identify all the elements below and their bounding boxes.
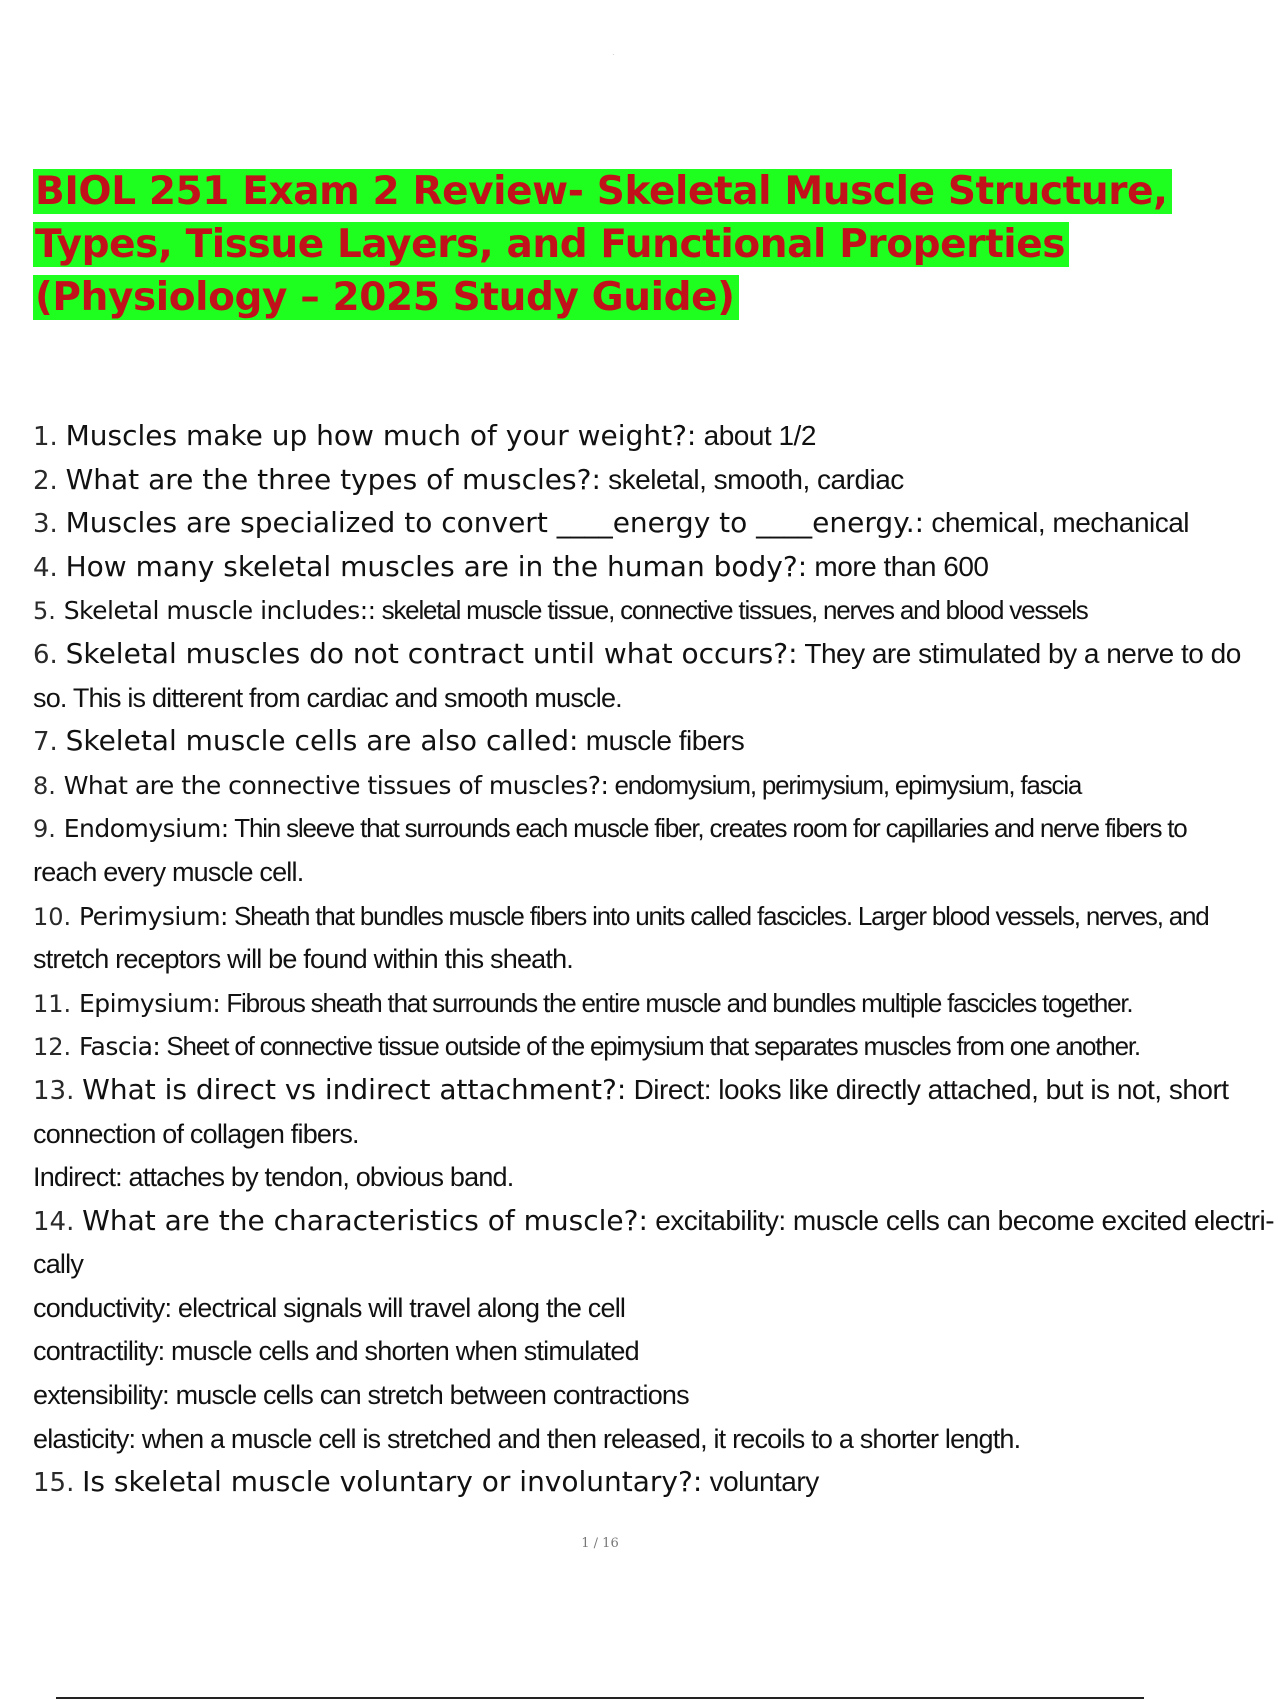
question-line <box>33 632 1241 676</box>
answer-continuation-text: cally <box>33 1249 84 1280</box>
bottom-rule <box>56 1697 1144 1699</box>
question-line <box>33 981 1193 1025</box>
question-line <box>33 501 1193 545</box>
continuation-line <box>33 1286 1193 1330</box>
continuation-line <box>33 937 1193 981</box>
answer-text: skeletal, smooth, cardiac <box>600 463 904 495</box>
question-text: What are the connective tissues of muscles?: <box>63 770 609 800</box>
continuation-line <box>33 676 1193 720</box>
continuation-line <box>33 1155 1193 1199</box>
question-text: Skeletal muscles do not contract until what occurs?: <box>65 636 798 670</box>
question-line <box>33 1024 1193 1068</box>
question-number: 6. <box>33 639 58 670</box>
question-text: Perimysium: <box>78 901 228 931</box>
question-text: Epimysium: <box>78 988 221 1018</box>
continuation-line <box>33 1373 1193 1417</box>
question-number: 12. <box>33 1033 72 1062</box>
page-number: 1 / 16 <box>581 1536 619 1551</box>
answer-text: excitability: muscle cells can become excited electri- <box>647 1204 1274 1236</box>
question-line <box>33 1068 1229 1112</box>
question-text: Is skeletal muscle voluntary or involuntary?: <box>82 1465 703 1499</box>
question-text: Muscles make up how much of your weight?: <box>65 419 697 452</box>
continuation-line <box>33 850 1193 894</box>
document-title <box>33 165 1213 324</box>
question-number: 3. <box>33 509 58 540</box>
answer-text: skeletal muscle tissue, connective tissues, nerves and blood vessels <box>375 595 1088 626</box>
question-number: 14. <box>33 1206 75 1237</box>
question-answer-list <box>33 414 1274 1504</box>
answer-text: voluntary <box>702 1466 819 1498</box>
answer-text: Direct: looks like directly attached, but is not, short <box>626 1073 1229 1105</box>
answer-text: endomysium, perimysium, epimysium, fascia <box>608 769 1082 800</box>
answer-text: chemical, mechanical <box>924 507 1190 539</box>
question-line <box>33 588 1193 632</box>
answer-text: about 1/2 <box>696 420 816 451</box>
answer-text: Thin sleeve that surrounds each muscle fiber, creates room for capillaries and nerve fibers to <box>228 813 1187 844</box>
question-text: What are the characteristics of muscle?: <box>82 1203 648 1237</box>
question-number: 2. <box>33 465 58 496</box>
question-text: Muscles are specialized to convert ____energy to ____energy.: <box>65 506 925 540</box>
answer-continuation-text: connection of collagen fibers. <box>33 1118 359 1149</box>
question-number: 13. <box>33 1075 75 1106</box>
question-text: How many skeletal muscles are in the human body?: <box>65 549 808 583</box>
question-number: 10. <box>33 902 72 931</box>
question-number: 5. <box>33 597 56 626</box>
answer-text: Sheet of connective tissue outside of the epimysium that separates muscles from one another. <box>160 1031 1140 1062</box>
question-text: Endomysium: <box>63 814 229 844</box>
continuation-line <box>33 1417 1193 1461</box>
question-line <box>33 545 1193 589</box>
question-text: Skeletal muscle includes:: <box>63 596 376 626</box>
question-line <box>33 719 1193 763</box>
top-dot-mark: · <box>612 50 615 59</box>
answer-text: Sheath that bundles muscle fibers into units called fascicles. Larger blood vessels, nerves, and <box>227 900 1209 931</box>
answer-continuation-text: conductivity: electrical signals will travel along the cell <box>33 1292 626 1323</box>
title-line-text: (Physiology – 2025 Study Guide) <box>33 275 739 320</box>
question-text: Skeletal muscle cells are also called: <box>65 724 579 758</box>
answer-continuation-text: stretch receptors will be found within this sheath. <box>33 944 573 975</box>
question-line <box>33 1460 1193 1504</box>
answer-text: muscle fibers <box>578 725 745 757</box>
question-line <box>33 763 1193 807</box>
continuation-line <box>33 1329 1193 1373</box>
answer-text: They are stimulated by a nerve to do <box>797 637 1241 669</box>
title-line-text: BIOL 251 Exam 2 Review- Skeletal Muscle Structure, <box>33 169 1172 214</box>
continuation-line <box>33 1112 1193 1156</box>
question-line <box>33 1199 1274 1243</box>
answer-text: more than 600 <box>807 550 989 582</box>
answer-continuation-text: Indirect: attaches by tendon, obvious band. <box>33 1162 514 1193</box>
answer-continuation-text: elasticity: when a muscle cell is stretched and then released, it recoils to a shorter length. <box>33 1423 1021 1454</box>
question-line <box>33 806 1193 850</box>
answer-continuation-text: contractility: muscle cells and shorten when stimulated <box>33 1336 639 1367</box>
question-number: 4. <box>33 552 58 583</box>
question-text: What are the three types of muscles?: <box>65 462 601 496</box>
answer-continuation-text: reach every muscle cell. <box>33 856 304 887</box>
title-line <box>33 165 1213 218</box>
question-number: 8. <box>33 771 56 800</box>
question-text: Fascia: <box>78 1032 161 1062</box>
answer-continuation-text: extensibility: muscle cells can stretch between contractions <box>33 1380 689 1411</box>
question-number: 9. <box>33 815 56 844</box>
answer-text: Fibrous sheath that surrounds the entire muscle and bundles multiple fascicles together. <box>220 987 1133 1018</box>
question-line <box>33 458 1193 502</box>
question-number: 11. <box>33 989 72 1018</box>
question-line <box>33 894 1209 938</box>
title-line <box>33 271 1213 324</box>
title-line-text: Types, Tissue Layers, and Functional Properties <box>33 222 1069 267</box>
question-text: What is direct vs indirect attachment?: <box>82 1072 627 1106</box>
question-number: 1. <box>33 422 58 452</box>
title-line <box>33 218 1213 271</box>
question-number: 15. <box>33 1468 75 1499</box>
question-line <box>33 414 1193 458</box>
answer-continuation-text: so. This is ditterent from cardiac and smooth muscle. <box>33 682 622 713</box>
continuation-line <box>33 1242 1193 1286</box>
question-number: 7. <box>33 727 58 758</box>
